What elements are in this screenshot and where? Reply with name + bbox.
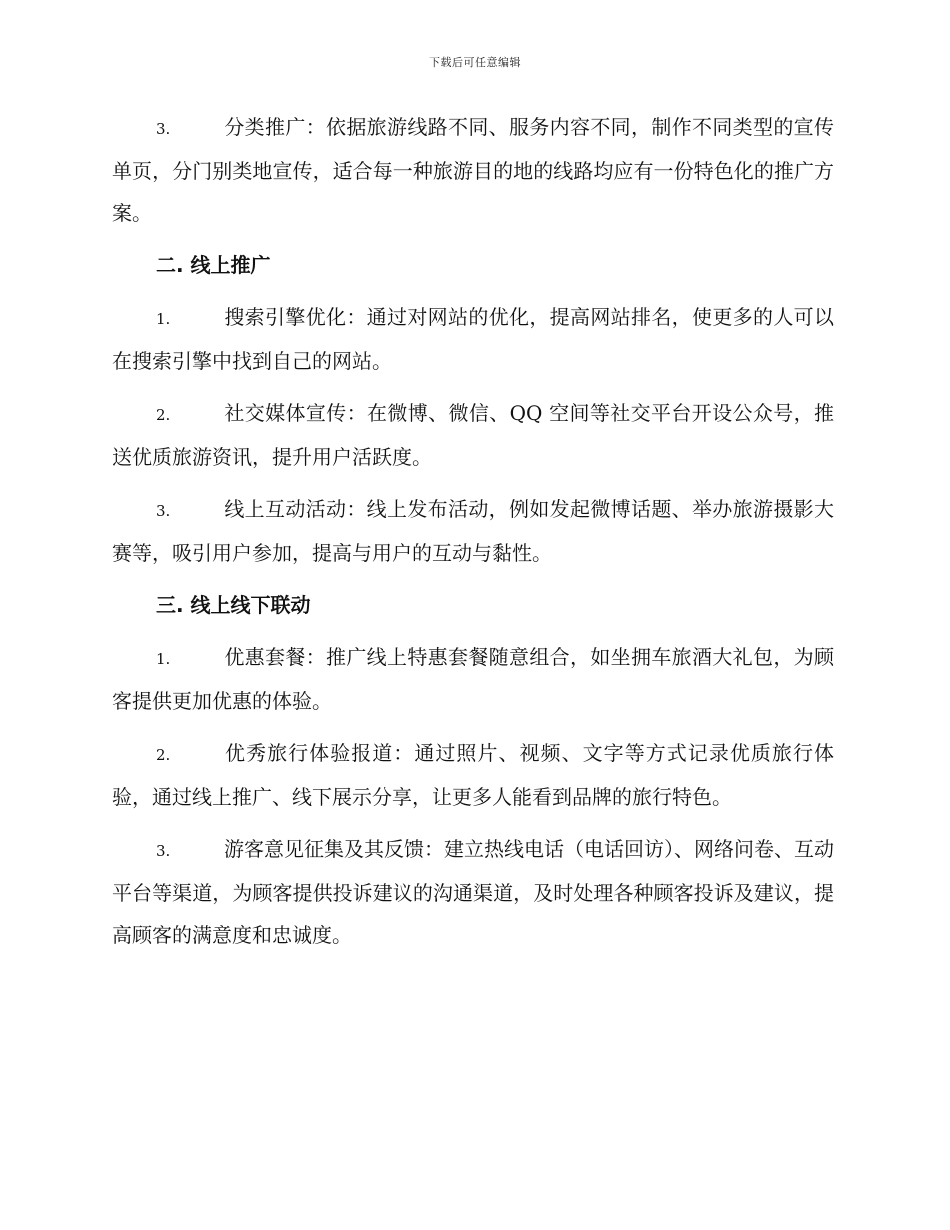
section-heading: 三. 线上线下联动 [156,593,311,617]
list-item [112,106,834,234]
list-item [112,828,834,956]
list-number: 2. [156,746,171,764]
list-item [112,732,834,818]
list-number: 3. [156,120,171,138]
list-item-text: 游客意见征集及其反馈：建立热线电话（电话回访）、网络问卷、互动平台等渠道，为顾客提供投诉建议的沟通渠道，及时处理各种顾客投诉及建议，提高顾客的满意度和忠诚度。 [112,837,834,947]
list-number: 3. [156,502,171,520]
document-body [112,106,834,966]
list-item-text: 搜索引擎优化：通过对网站的优化，提高网站排名，使更多的人可以在搜索引擎中找到自己的网站。 [112,305,834,373]
list-item [112,636,834,722]
list-item-text: 优惠套餐：推广线上特惠套餐随意组合，如坐拥车旅酒大礼包，为顾客提供更加优惠的体验。 [112,645,834,713]
list-number: 1. [156,310,171,328]
list-item-text: 优秀旅行体验报道：通过照片、视频、文字等方式记录优质旅行体验，通过线上推广、线下展示分享，让更多人能看到品牌的旅行特色。 [112,741,834,809]
list-item [112,392,834,478]
list-number: 3. [156,842,171,860]
list-item-text: 线上互动活动：线上发布活动，例如发起微博话题、举办旅游摄影大赛等，吸引用户参加，提高与用户的互动与黏性。 [112,497,834,565]
section-heading: 二. 线上推广 [156,253,271,277]
list-item [112,488,834,574]
list-item [112,296,834,382]
list-item-text: 社交媒体宣传：在微博、微信、QQ 空间等社交平台开设公众号，推送优质旅游资讯，提升用户活跃度。 [112,401,834,469]
list-number: 1. [156,650,171,668]
page-header: 下载后可任意编辑 [429,56,521,69]
list-item-text: 分类推广：依据旅游线路不同、服务内容不同，制作不同类型的宣传单页，分门别类地宣传，适合每一种旅游目的地的线路均应有一份特色化的推广方案。 [112,115,834,225]
list-number: 2. [156,406,171,424]
